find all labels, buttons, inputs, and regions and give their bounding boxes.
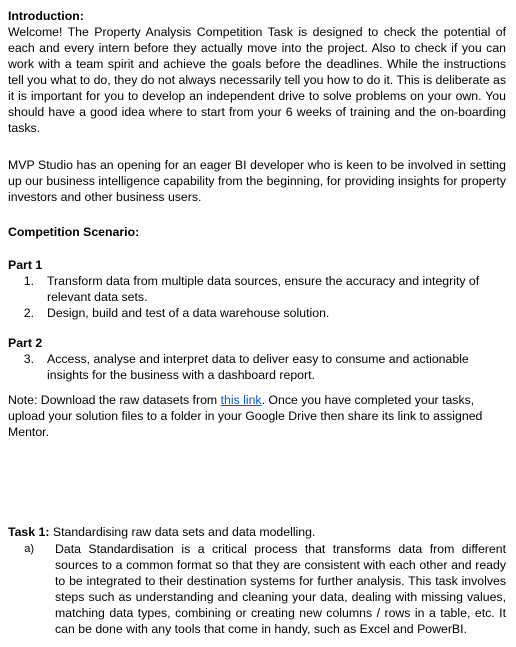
task1-label: Task 1: — [8, 525, 50, 539]
intro-heading: Introduction: — [8, 9, 84, 23]
list-item-text: Transform data from multiple data sources, ensure the accuracy and integrity of relevant data sets. — [47, 274, 480, 304]
part2-heading: Part 2 — [8, 336, 43, 350]
note-text-after: . Once you have completed your tasks, upload your solution files to a folder in your Google Drive then share its link to assigned Mentor. — [8, 393, 483, 439]
datasets-link[interactable]: this link — [220, 393, 262, 407]
task1-heading — [8, 524, 506, 540]
intro-paragraph: Welcome! The Property Analysis Competition Task is designed to check the potential of each and every intern before they actually move into the project. Also to check if you can work with a team spirit and achieve the goals before the deadlines. While the instructions tell you what to do, they do not always necessarily tell you how to do it. This is deliberate as it is important for you to develop an independent drive to solve problems on your own. You should have a good idea where to start from your 6 weeks of training and the on-boarding tasks. — [8, 25, 506, 135]
note-text-before: Note: Download the raw datasets from — [8, 393, 221, 407]
part1-heading: Part 1 — [8, 258, 43, 272]
list-item — [20, 541, 506, 641]
list-item-text: Design, build and test of a data warehouse solution. — [47, 306, 330, 320]
task1-title: Standardising raw data sets and data modelling. — [49, 525, 316, 539]
list-item-text: Data Standardisation is a critical process that transforms data from different sources to a common format so that they are consistent with each other and ready to be integrated to their destination systems for further analysis. This task involves steps such as understanding and cleaning your data, dealing with missing values, matching data types, combining or creating new columns / rows in a table, etc. It can be done with any tools that come in handy, such as Excel and PowerBI. — [55, 542, 506, 636]
list-item-number: 3. — [23, 352, 34, 366]
list-item-number: 2. — [23, 306, 34, 320]
list-item-letter: a) — [24, 543, 34, 555]
scenario-heading: Competition Scenario: — [8, 225, 140, 239]
list-item-number: 1. — [23, 274, 34, 288]
mvp-paragraph: MVP Studio has an opening for an eager BI developer who is keen to be involved in setting up our business intelligence capability from the beginning, for providing insights for property investors and other business users. — [8, 158, 506, 204]
list-item-text: Access, analyse and interpret data to deliver easy to consume and actionable insights for the business with a dashboard report. — [47, 352, 469, 382]
note-paragraph — [8, 392, 502, 440]
